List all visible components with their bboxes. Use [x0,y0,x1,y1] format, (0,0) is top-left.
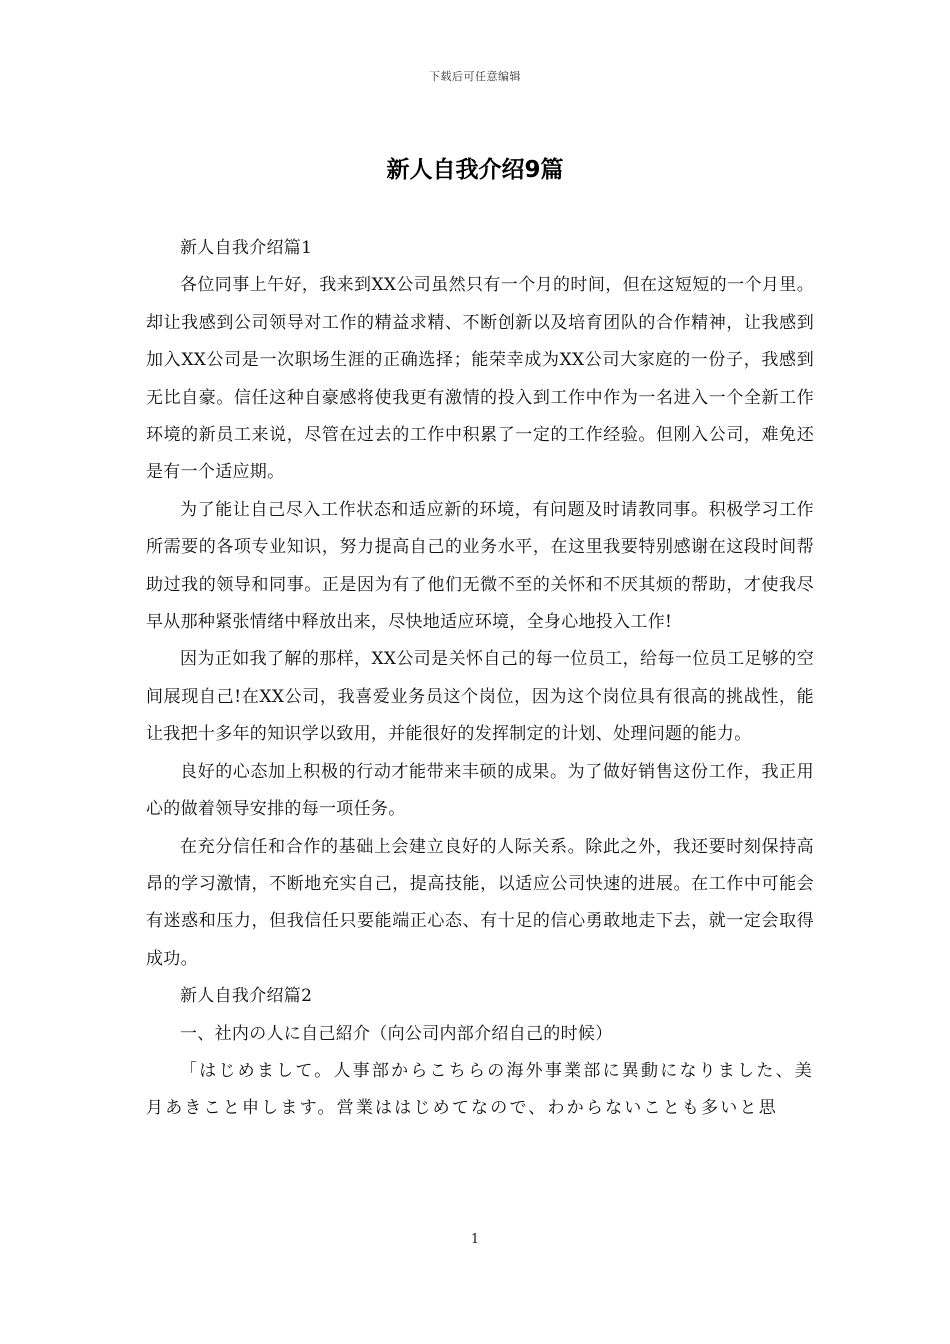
document-title: 新人自我介绍9篇 [386,157,564,183]
body-paragraph: 各位同事上午好，我来到XX公司虽然只有一个月的时间，但在这短短的一个月里。却让我感到公司领导对工作的精益求精、不断创新以及培育团队的合作精神，让我感到加入XX公司是一次职场生涯的正确选择；能荣幸成为XX公司大家庭的一份子，我感到无比自豪。信任这种自豪感将使我更有激情的投入到工作中作为一名进入一个全新工作环境的新员工来说，尽管在过去的工作中积累了一定的工作经验。但刚入公司，难免还是有一个适应期。 [146,275,814,483]
body-paragraph: 在充分信任和合作的基础上会建立良好的人际关系。除此之外，我还要时刻保持高昂的学习激情，不断地充实自己，提高技能，以适应公司快速的进展。在工作中可能会有迷惑和压力，但我信任只要能端正心态、有十足的信心勇敢地走下去，就一定会取得成功。 [146,836,814,969]
body-paragraph: 一、社内の人に自己紹介（向公司内部介绍自己的时候） [180,1023,613,1044]
header-note: 下载后可任意编辑 [429,70,521,83]
section-heading-2: 新人自我介绍篇2 [180,986,313,1007]
document-body [146,230,814,1128]
section-heading-1: 新人自我介绍篇1 [180,238,313,258]
body-paragraph: 为了能让自己尽入工作状态和适应新的环境，有问题及时请教同事。积极学习工作所需要的各项专业知识，努力提高自己的业务水平，在这里我要特别感谢在这段时间帮助过我的领导和同事。正是因为有了他们无微不至的关怀和不厌其烦的帮助，才使我尽早从那种紧张情绪中释放出来，尽快地适应环境，全身心地投入工作! [146,499,814,633]
body-paragraph: 良好的心态加上积极的行动才能带来丰硕的成果。为了做好销售这份工作，我正用心的做着领导安排的每一项任务。 [146,761,814,820]
page-number: 1 [470,1232,480,1247]
body-paragraph-japanese: 「はじめまして。人事部からこちらの海外事業部に異動になりました、美月あきこと申します。営業ははじめてなので、わからないことも多いと思 [146,1060,814,1119]
body-paragraph: 因为正如我了解的那样，XX公司是关怀自己的每一位员工，给每一位员工足够的空间展现自己!在XX公司，我喜爱业务员这个岗位，因为这个岗位具有很高的挑战性，能让我把十多年的知识学以致用，并能很好的发挥制定的计划、处理问题的能力。 [146,649,814,745]
